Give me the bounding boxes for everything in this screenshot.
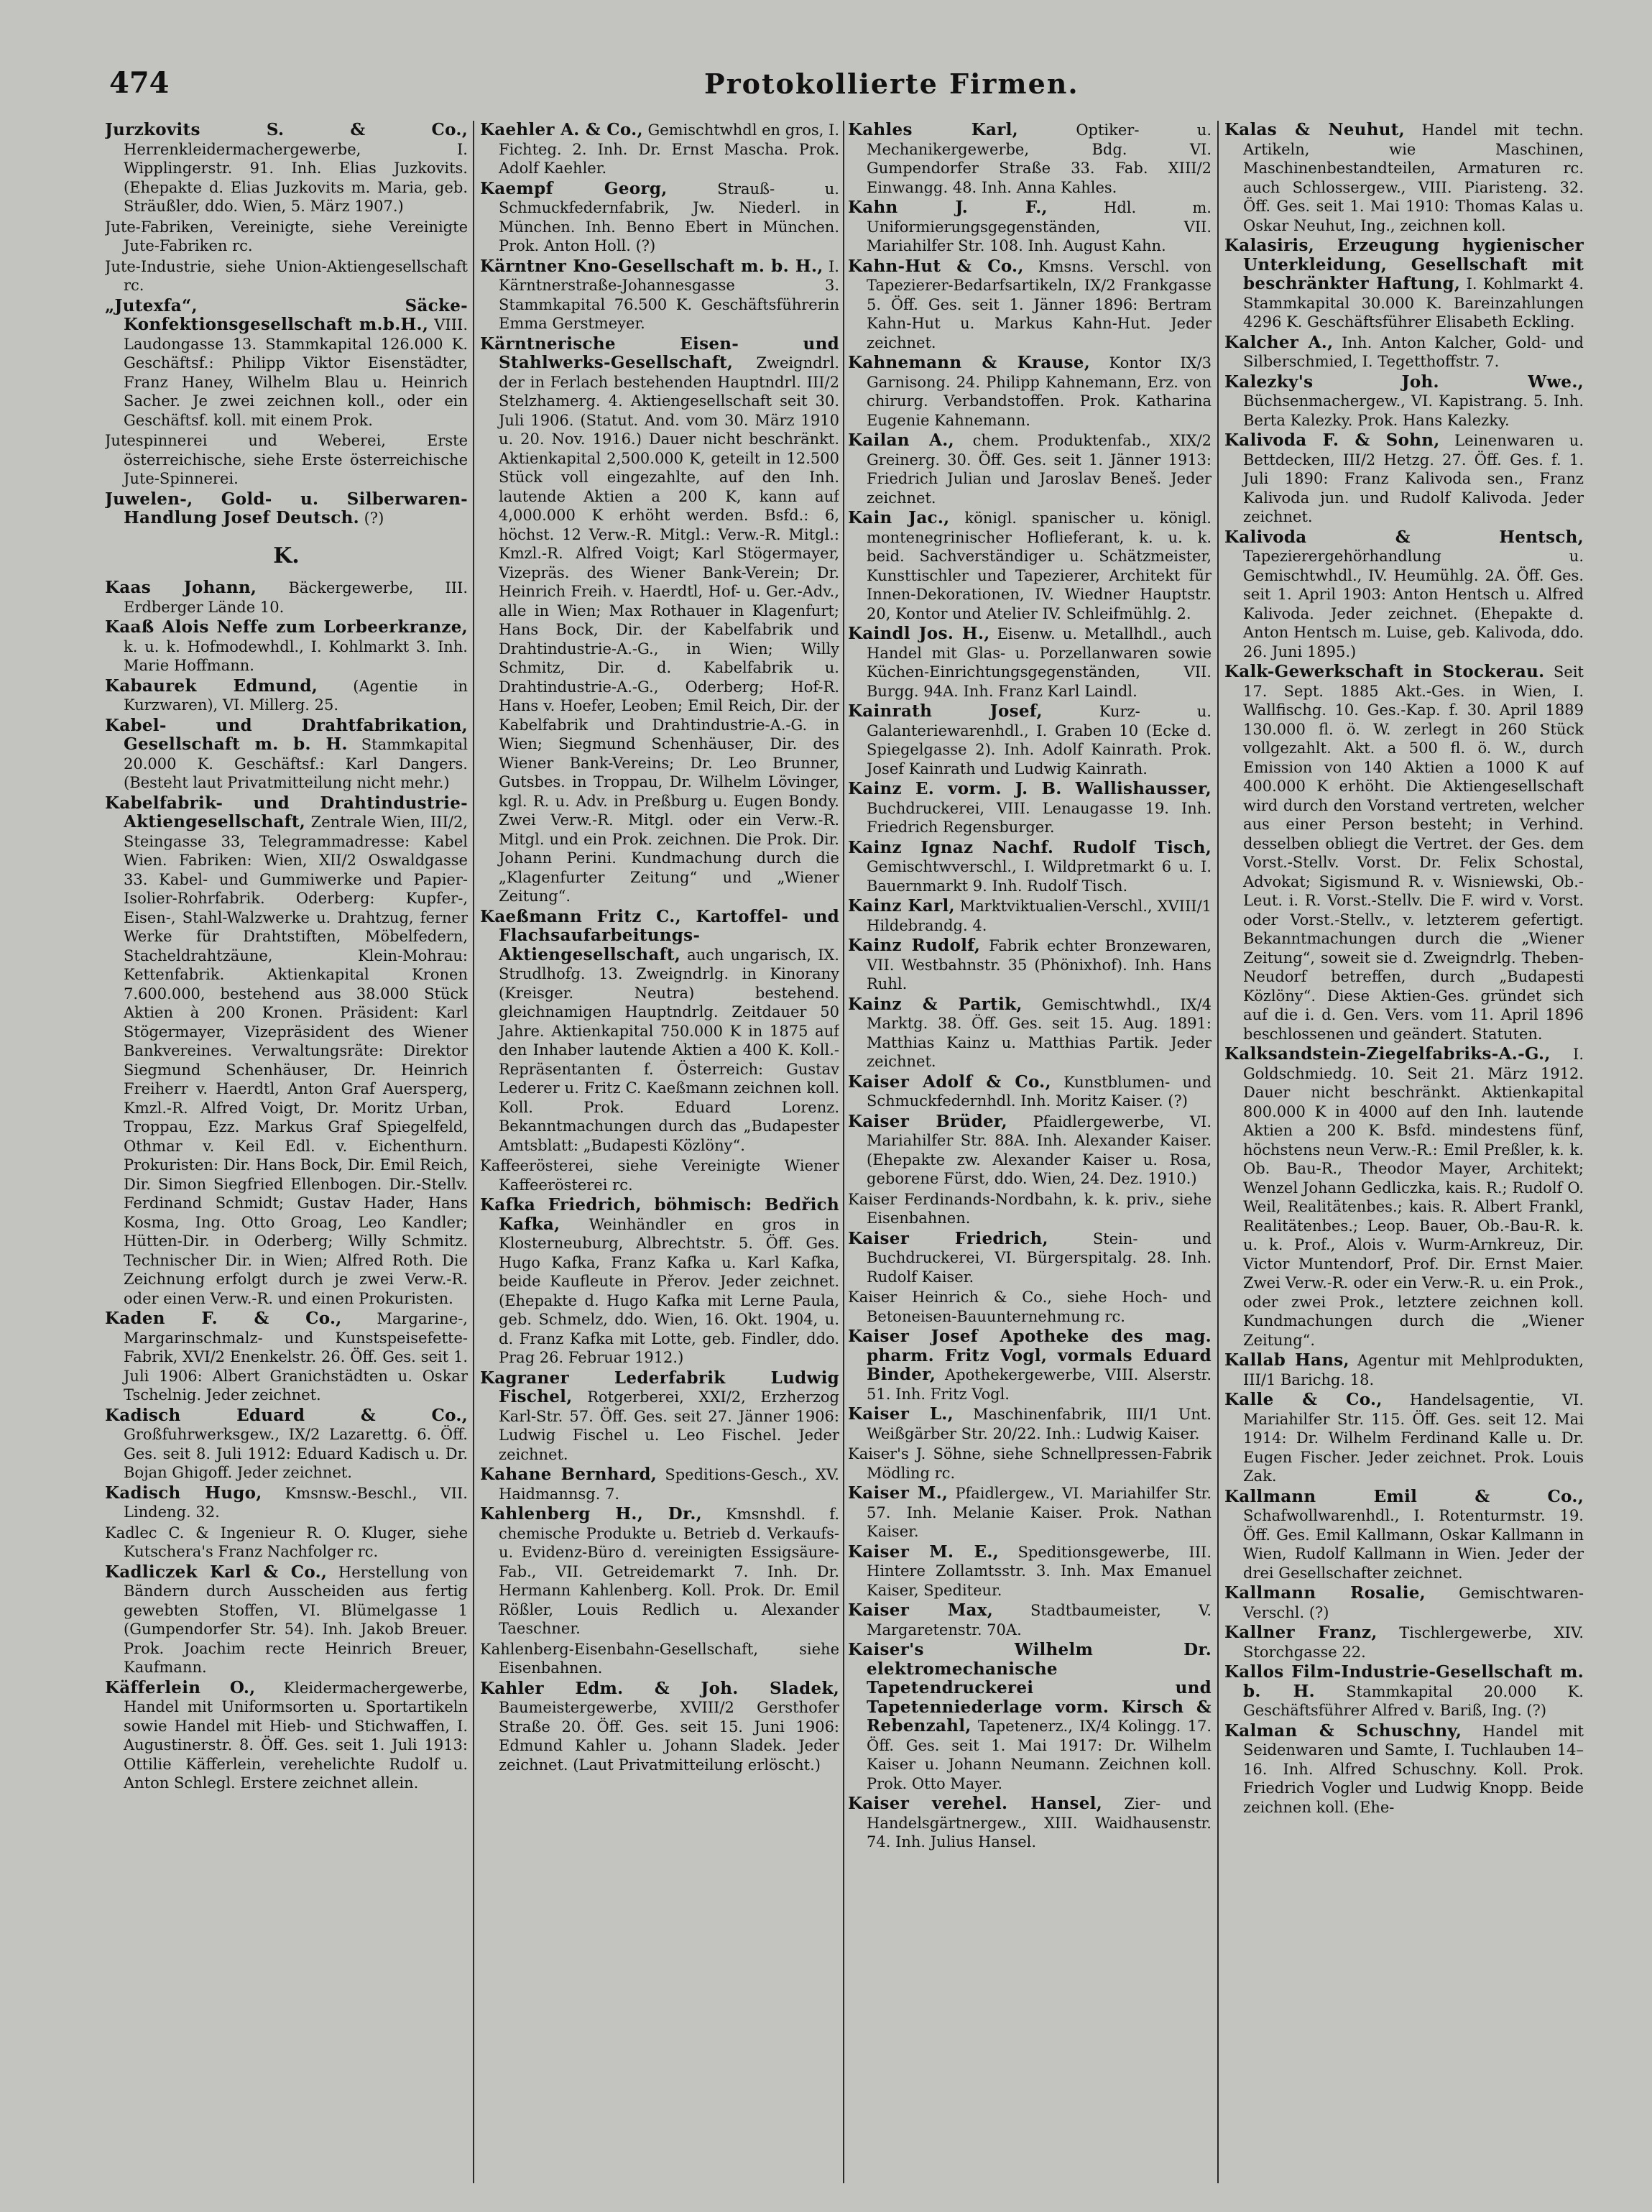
entry-details: Pfaidlergew., VI. Mariahilfer Str. 57. Inh. Melanie Kaiser. Prok. Nathan Kaiser. (867, 1485, 1212, 1540)
firm-name: Kabel- und Drahtfabrikation, Gesellschaft m. b. H. (105, 715, 468, 754)
directory-entry (848, 936, 1212, 994)
directory-entry (848, 198, 1212, 256)
entry-details: Kontor IX/3 Garnisong. 24. Philipp Kahnemann, Erz. von chirurg. Verbandstoffen. Prok. Katharina Eugenie Kahnemann. (867, 354, 1212, 429)
entry-details: Rotgerberei, XXI/2, Erzherzog Karl-Str. 57. Öff. Ges. seit 27. Jänner 1906: Ludwig Fischel u. Leo Fischel. Jeder zeichnet. (499, 1388, 839, 1463)
entry-details: Maschinenfabrik, III/1 Unt. Weißgärber Str. 20/22. Inh.: Ludwig Kaiser. (867, 1406, 1212, 1442)
firm-name: Kaindl Jos. H., (848, 624, 990, 643)
entry-details: Jute-Fabriken, Vereinigte, siehe Vereinigte Jute-Fabriken rc. (105, 218, 468, 254)
directory-entry (848, 1641, 1212, 1793)
directory-entry (105, 579, 468, 617)
directory-entry (105, 218, 468, 256)
firm-name: Kadliczek Karl & Co., (105, 1562, 328, 1582)
firm-name: Kaempf Georg, (480, 178, 668, 198)
entry-details: Marktviktualien-Verschl., XVIII/1 Hildebrandg. 4. (867, 898, 1212, 934)
firm-name: Kahane Bernhard, (480, 1465, 657, 1484)
entry-details: Herstellung von Bändern durch Ausscheiden aus fertig gewebten Stoffen, VI. Blümelgasse 1 (Gumpendorfer Str. 54). Inh. Jakob Breuer. Prok. Joachim recte Heinrich Breuer, Kaufmann. (124, 1563, 468, 1676)
directory-entry (848, 625, 1212, 701)
directory-entry (848, 780, 1212, 837)
firm-name: Jurzkovits S. & Co., (105, 121, 468, 139)
firm-name: Kaas Johann, (105, 578, 257, 597)
entry-details: VIII. Laudongasse 13. Stammkapital 126.000 K. Geschäftsf.: Philipp Viktor Eisenstädter, Franz Haney, Wilhelm Blau u. Heinrich Sacher. Je zwei zeichnen koll., oder ein Geschäftsf. koll. mit einem Prok. (124, 316, 468, 429)
entry-details: Apothekergewerbe, VIII. Alserstr. 51. Inh. Fritz Vogl. (867, 1366, 1212, 1403)
directory-entry (848, 1190, 1212, 1228)
entry-details: Gemischtwaren-Verschl. (?) (1243, 1585, 1584, 1621)
directory-entry (105, 1484, 468, 1522)
directory-entry (848, 121, 1212, 197)
entry-details: Handel mit Seidenwaren und Samte, I. Tuchlauben 14–16. Inh. Alfred Schuschny. Koll. Prok. Friedrich Vogler und Ludwig Knopp. Beide zeichnen koll. (Ehe- (1243, 1722, 1584, 1816)
directory-entry (848, 839, 1212, 896)
entry-details: Jute-Industrie, siehe Union-Aktiengesellschaft rc. (105, 257, 468, 294)
entry-details: Gemischtwhdl en gros, I. Fichteg. 2. Inh. Dr. Ernst Mascha. Prok. Adolf Kaehler. (499, 121, 839, 177)
entry-details: k. u. k. Hofmodewhdl., I. Kohlmarkt 3. Inh. Marie Hoffmann. (124, 637, 468, 674)
directory-entry (105, 121, 468, 216)
entry-details: Hdl. m. Uniformierungsgegenständen, VII. Mariahilfer Str. 108. Inh. August Kahn. (867, 199, 1212, 254)
page-header (0, 66, 1652, 116)
directory-entry (848, 354, 1212, 430)
firm-name: Kaiser Adolf & Co., (848, 1072, 1051, 1092)
directory-entry (848, 1601, 1212, 1639)
entry-details: Kmsnshdl. f. chemische Produkte u. Betrieb d. Verkaufs- u. Evidenz-Büro d. vereinigten Essigsäure-Fab., VII. Getreidemarkt 7. Inh. Dr. Hermann Kahlenberg. Koll. Prok. Dr. Emil Rößler, Louis Redlich u. Alexander Taeschner. (499, 1506, 839, 1637)
directory-entry (105, 490, 468, 528)
entry-details: Gemischtwverschl., I. Wildpretmarkt 6 u. I. Bauernmarkt 9. Inh. Rudolf Tisch. (867, 858, 1212, 895)
entry-details: Kurz- u. Galanteriewarenhdl., I. Graben 10 (Ecke d. Spiegelgasse 2). Inh. Adolf Kainrath. Prok. Josef Kainrath und Ludwig Kainrath. (867, 703, 1212, 778)
page-number: 474 (109, 66, 170, 100)
firm-name: Kainz Ignaz Nachf. Rudolf Tisch, (848, 837, 1212, 857)
entry-details: Kleidermachergewerbe, Handel mit Uniformsorten u. Sportartikeln sowie Handel mit Hieb- und Stichwaffen, I. Augustinerstr. 8. Öff. Ges. seit 1. Juli 1913: Ottilie Käfferlein, verehelichte Rudolf u. Anton Schlegl. Erstere zeichnet allein. (124, 1679, 468, 1792)
directory-entry (105, 431, 468, 489)
entry-details: (Agentie in Kurzwaren), VI. Millerg. 25. (124, 677, 468, 714)
directory-entry (848, 1230, 1212, 1287)
entry-details: chem. Produktenfab., XIX/2 Greinerg. 30. Öff. Ges. seit 1. Jänner 1913: Friedrich Julian und Jaroslav Beneš. Jeder zeichnet. (867, 432, 1212, 507)
firm-name: Kahler Edm. & Joh. Sladek, (480, 1678, 839, 1698)
firm-name: Kafka Friedrich, böhmisch: Bedřich Kafka, (480, 1195, 839, 1234)
firm-name: Kaiser Friedrich, (848, 1228, 1048, 1248)
firm-name: Kainz E. vorm. J. B. Wallishausser, (848, 779, 1212, 798)
firm-name: Kaiser Josef Apotheke des mag. pharm. Fritz Vogl, vormals Eduard Binder, (848, 1327, 1212, 1384)
firm-name: Kalk-Gewerkschaft in Stockerau. (1224, 662, 1545, 681)
entry-details: auch ungarisch, IX. Strudlhofg. 13. Zweigndrlg. in Kinorany (Kreisger. Neutra) bestehend. gleichnamigen Hauptndrlg. Zeitdauer 50 Jahre. Aktienkapital 750.000 K in 1875 auf den Inhaber lautende Aktien a 400 K. Koll.-Repräsentanten f. Österreich: Gustav Lederer u. Fritz C. Kaeßmann zeichnen koll. Koll. Prok. Eduard Lorenz. Bekanntmachungen durch das „Budapester Amtsblatt: „Budapesti Közlöny“. (499, 946, 839, 1154)
entry-details: Baumeistergewerbe, XVIII/2 Gersthofer Straße 20. Öff. Ges. seit 15. Juni 1906: Edmund Kahler u. Johann Sladek. Jeder zeichnet. (Laut Privatmitteilung erlöscht.) (499, 1699, 839, 1774)
firm-name: Kainz Karl, (848, 896, 955, 916)
firm-name: Kalle & Co., (1224, 1390, 1383, 1409)
directory-entry (848, 1794, 1212, 1852)
entry-details: Buchdruckerei, VIII. Lenaugasse 19. Inh. Friedrich Regensburger. (867, 799, 1212, 836)
directory-entry (848, 257, 1212, 353)
directory-entry (848, 1288, 1212, 1326)
column-3 (848, 121, 1212, 2190)
entry-details: Margarine-, Margarinschmalz- und Kunstspeisefette-Fabrik, XVI/2 Enenkelstr. 26. Öff. Ges. seit 1. Juli 1906: Albert Granichstädten u. Oskar Tschelnig. Jeder zeichnet. (124, 1310, 468, 1404)
entry-details: Tapezierergehörhandlung u. Gemischtwhdl., IV. Heumühlg. 2A. Öff. Ges. seit 1. April 1903: Anton Hentsch u. Alfred Kalivoda. Jeder zeichnet. (Ehepakte d. Anton Hentsch m. Luise, geb. Kalivoda, ddo. 26. Juni 1895.) (1243, 548, 1584, 660)
directory-entry (105, 297, 468, 430)
firm-name: Kainrath Josef, (848, 701, 1043, 721)
firm-name: Kalcher A., (1224, 332, 1334, 352)
firm-name: Kalivoda & Hentsch, (1224, 527, 1584, 547)
entry-details: Kmsnsw.-Beschl., VII. Lindeng. 32. (124, 1484, 468, 1521)
firm-name: Kärntner Kno-Gesellschaft m. b. H., (480, 256, 823, 276)
directory-entry (1224, 1623, 1584, 1662)
directory-entry (1224, 1391, 1584, 1486)
firm-name: Kahn J. F., (848, 198, 1048, 217)
directory-entry (848, 897, 1212, 935)
entry-details: Kmsns. Verschl. von Tapezierer-Bedarfsartikeln, IX/2 Frankgasse 5. Öff. Ges. seit 1. Jänner 1896: Bertram Kahn-Hut u. Markus Kahn-Hut. Jeder zeichnet. (867, 257, 1212, 351)
firm-name: Kaaß Alois Neffe zum Lorbeerkranze, (105, 617, 468, 637)
firm-name: Kainz Rudolf, (848, 936, 981, 955)
entry-details: Inh. Anton Kalcher, Gold- und Silberschmied, I. Tegetthoffstr. 7. (1243, 333, 1584, 370)
column-divider (473, 121, 474, 2183)
entry-details: Büchsenmachergew., VI. Kapistrang. 5. Inh. Berta Kalezky. Prok. Hans Kalezky. (1243, 392, 1584, 429)
entry-details: Kadlec C. & Ingenieur R. O. Kluger, siehe Kutschera's Franz Nachfolger rc. (105, 1524, 468, 1560)
directory-entry (105, 257, 468, 295)
directory-entry (848, 1405, 1212, 1443)
firm-name: Kadisch Hugo, (105, 1483, 262, 1503)
directory-entry (1224, 1351, 1584, 1389)
entry-details: Tischlergewerbe, XIV. Storchgasse 22. (1243, 1624, 1584, 1661)
directory-entry (1224, 121, 1584, 235)
entry-details: Handelsagentie, VI. Mariahilfer Str. 115. Öff. Ges. seit 12. Mai 1914: Dr. Wilhelm Ferdinand Kalle u. Dr. Eugen Fischer. Jeder zeichnet. Prok. Louis Zak. (1243, 1391, 1584, 1485)
entry-details: Kahlenberg-Eisenbahn-Gesellschaft, siehe Eisenbahnen. (480, 1640, 839, 1677)
entry-details: Fabrik echter Bronzewaren, VII. Westbahnstr. 35 (Phönixhof). Inh. Hans Ruhl. (867, 937, 1212, 992)
column-1 (105, 121, 468, 2190)
entry-details: Großfuhrwerksgew., IX/2 Lazarettg. 6. Öff. Ges. seit 8. Juli 1912: Eduard Kadisch u. Dr. Bojan Ghigoff. Jeder zeichnet. (124, 1426, 468, 1481)
directory-entry (105, 794, 468, 1309)
entry-details: Weinhändler en gros in Klosterneuburg, Albrechtstr. 5. Öff. Ges. Hugo Kafka, Franz Kafka u. Karl Kafka, beide Kaufleute in Přerov. Jeder zeichnet. (Ehepakte d. Hugo Kafka mit Lerne Paula, geb. Schmelz, ddo. Wien, 16. Okt. 1904, u. d. Franz Kafka mit Lotte, geb. Findler, ddo. Prag 26. Februar 1912.) (499, 1215, 839, 1366)
firm-name: Kaden F. & Co., (105, 1309, 342, 1328)
directory-entry (1224, 663, 1584, 1043)
firm-name: Kärntnerische Eisen- und Stahlwerks-Gesellschaft, (480, 333, 839, 372)
firm-name: Kahn-Hut & Co., (848, 256, 1024, 276)
entry-details: Agentur mit Mehlprodukten, III/1 Barichg. 18. (1243, 1352, 1584, 1388)
entry-details: königl. spanischer u. königl. montenegrinischer Hoflieferant, k. u. k. beid. Sachverständiger u. Schätzmeister, Kunsttischler und Tapezierer, Architekt für Innen-Dekorationen, IV. Wiedner Hauptstr. 20, Kontor und Atelier IV. Schleifmühlg. 2. (867, 510, 1212, 622)
firm-name: Kadisch Eduard & Co., (105, 1405, 468, 1425)
directory-entry (480, 180, 839, 256)
directory-entry (105, 618, 468, 676)
firm-name: Kahlenberg H., Dr., (480, 1504, 702, 1524)
firm-name: Kalas & Neuhut, (1224, 121, 1405, 139)
entry-details: Kaiser Ferdinands-Nordbahn, k. k. priv., siehe Eisenbahnen. (848, 1190, 1212, 1227)
entry-details: Jutespinnerei und Weberei, Erste österreichische, siehe Erste österreichische Jute-Spinnerei. (105, 432, 468, 487)
entry-details: Zentrale Wien, III/2, Steingasse 33, Telegrammadresse: Kabel Wien. Fabriken: Wien, XII/2 Oswaldgasse 33. Kabel- und Gummiwerke und Papier-Isolier-Rohrfabrik. Oderberg: Kupfer-, Eisen-, Stahl-Walzwerke u. Drahtzug, ferner Werke für Drahtstiften, Möbelfedern, Stacheldrahtzäune, Klein-Mohrau: Kettenfabrik. Aktienkapital Kronen 7.600.000, bestehend aus 38.000 Stück Aktien à 200 Kronen. Präsident: Karl Stögermayer, Vizepräsident des Wiener Bankvereines. Verwaltungsräte: Direktor Siegmund Schenhäuser, Dr. Heinrich Freiherr v. Haerdtl, Anton Graf Auersperg, Kmzl.-R. Alfred Voigt, Dr. Moritz Urban, Troppau, Ezz. Markus Graf Spiegelfeld, Othmar v. Keil Edl. v. Eichenthurn. Prokuristen: Dir. Hans Bock, Dir. Emil Reich, Dir. Simon Siegfried Ellenbogen. Dir.-Stellv. Ferdinand Schmidt; Gustav Hader, Hans Kosma, Ing. Otto Groag, Leo Kandler; Hütten-Dir. in Oderberg; Willy Schmitz. Technischer Dir. in Wien; Alfred Roth. Die Zeichnung erfolgt durch je zwei Verw.-R. oder einen Verw.-R. und einen Prokuristen. (124, 814, 468, 1307)
directory-entry (480, 1369, 839, 1465)
directory-entry (1224, 1584, 1584, 1622)
directory-entry (848, 431, 1212, 507)
directory-entry (480, 1156, 839, 1194)
directory-entry (480, 1196, 839, 1368)
firm-name: Kaiser L., (848, 1404, 954, 1424)
column-divider (843, 121, 844, 2183)
entry-details: Kaiser Heinrich & Co., siehe Hoch- und Betoneisen-Bauunternehmung rc. (848, 1289, 1212, 1325)
entry-details: Kaiser's J. Söhne, siehe Schnellpressen-Fabrik Mödling rc. (848, 1445, 1212, 1482)
directory-entry (105, 1679, 468, 1793)
firm-name: Kailan A., (848, 430, 954, 450)
entry-details: I. Goldschmiedg. 10. Seit 21. März 1912. Dauer nicht beschränkt. Aktienkapital 800.000 K in 4000 auf den Inh. lautende Aktien a 200 K. Bsfd. mindestens fünf, höchstens neun Verw.-R.: Emil Preßler, k. k. Ob. Bau-R., Theodor Mayer, Architekt; Wenzel Johann Gedliczka, kais. R.; Rudolf O. Weil, Realitätenbes.; kais. R. Albert Frankl, Realitätenbes.; Leop. Bauer, Ob.-Bau-R. k. u. k. Prof., Alois v. Wurm-Arnkreuz, Dir. Victor Muntendorf, Prof. Dir. Ernst Maier. Zwei Verw.-R. oder ein Verw.-R. u. ein Prok., oder zwei Prok., letztere zeichnen koll. Kundmachungen durch die „Wiener Zeitung“. (1243, 1046, 1584, 1349)
firm-name: Kallmann Emil & Co., (1224, 1486, 1584, 1506)
directory-entry (480, 257, 839, 333)
entry-details: Zier- und Handelsgärtnergew., XIII. Waidhausenstr. 74. Inh. Julius Hansel. (867, 1795, 1212, 1851)
firm-name: Kain Jac., (848, 508, 950, 527)
entry-details: Tapetenerz., IX/4 Kolingg. 17. Öff. Ges. seit 1. Mai 1917: Dr. Wilhelm Kaiser u. Johann Neumann. Zeichnen koll. Prok. Otto Mayer. (867, 1718, 1212, 1792)
entry-details: Strauß- u. Schmuckfedernfabrik, Jw. Niederl. in München. Inh. Benno Ebert in München. Prok. Anton Holl. (?) (499, 180, 839, 254)
directory-entry (848, 509, 1212, 623)
directory-entry (105, 1309, 468, 1405)
directory-entry (105, 1406, 468, 1483)
entry-details: Stein- und Buchdruckerei, VI. Bürgerspitalg. 28. Inh. Rudolf Kaiser. (867, 1230, 1212, 1286)
entry-details: Handel mit techn. Artikeln, wie Maschinen, Maschinenbestandteilen, Armaturen rc. auch Schlossergew., VIII. Piaristeng. 32. Öff. Ges. seit 1. Mai 1910: Thomas Kalas u. Oskar Neuhut, Ing., zeichnen koll. (1243, 121, 1584, 234)
entry-details: Stammkapital 20.000 K. Geschäftsf.: Karl Dangers. (Besteht laut Privatmitteilung nicht mehr.) (124, 736, 468, 791)
firm-name: Kalasiris, Erzeugung hygienischer Unterkleidung, Gesellschaft mit beschränkter Haftung, (1224, 236, 1584, 293)
entry-details: Schafwollwarenhdl., I. Rotenturmstr. 19. Öff. Ges. Emil Kallmann, Oskar Kallmann in Wien, Rudolf Kallmann in Wien. Jeder der drei Gesellschafter zeichnet. (1243, 1507, 1584, 1582)
column-divider (1217, 121, 1219, 2183)
firm-name: Kallos Film-Industrie-Gesellschaft m. b. H. (1224, 1662, 1584, 1701)
firm-name: Kagraner Lederfabrik Ludwig Fischel, (480, 1368, 839, 1406)
directory-entry (1224, 333, 1584, 372)
column-2 (480, 121, 839, 2190)
firm-name: Kalman & Schuschny, (1224, 1720, 1462, 1741)
entry-details: Bäckergewerbe, III. Erdberger Lände 10. (124, 579, 468, 616)
entry-details: Optiker- u. Mechanikergewerbe, Bdg. VI. Gumpendorfer Straße 33. Fab. XIII/2 Einwangg. 48. Inh. Anna Kahles. (867, 121, 1212, 196)
directory-entry (480, 1505, 839, 1639)
directory-entry (105, 1524, 468, 1562)
firm-name: Käfferlein O., (105, 1677, 256, 1697)
firm-name: Kaiser M. E., (848, 1542, 999, 1562)
directory-entry (848, 1484, 1212, 1542)
firm-name: Kahles Karl, (848, 121, 1018, 139)
firm-name: Kaehler A. & Co., (480, 121, 643, 139)
entry-details: Speditions-Gesch., XV. Haidmannsg. 7. (499, 1466, 839, 1503)
firm-name: Kallab Hans, (1224, 1350, 1349, 1370)
directory-entry (480, 1640, 839, 1678)
firm-name: Kaiser verehel. Hansel, (848, 1794, 1103, 1813)
entry-details: Kunstblumen- und Schmuckfedernhdl. Inh. Moritz Kaiser. (?) (867, 1073, 1212, 1110)
directory-entry (1224, 1722, 1584, 1817)
firm-name: Kallner Franz, (1224, 1623, 1378, 1642)
column-4 (1224, 121, 1584, 2190)
directory-entry (480, 121, 839, 178)
firm-name: Kahnemann & Krause, (848, 353, 1090, 372)
directory-entry (1224, 373, 1584, 430)
firm-name: Kalivoda F. & Sohn, (1224, 430, 1440, 450)
firm-name: Kainz & Partik, (848, 994, 1023, 1014)
directory-entry (480, 908, 839, 1156)
entry-details: Stammkapital 20.000 K. Geschäftsführer Alfred v. Bariß, Ing. (?) (1243, 1682, 1584, 1719)
directory-entry (105, 716, 468, 793)
directory-entry (1224, 1488, 1584, 1583)
directory-entry (848, 702, 1212, 778)
entry-details: Stadtbaumeister, V. Margaretenstr. 70A. (867, 1602, 1212, 1639)
entry-details: Seit 17. Sept. 1885 Akt.-Ges. in Wien, I. Wallfischg. 10. Ges.-Kap. f. 30. April 1889 130.000 fl. ö. W. zerlegt in 260 Stück vollgezahlt. Akt. a 500 fl. ö. W., durch Emission von 140 Aktien a 1000 K auf 400.000 K erhöht. Die Aktiengesellschaft wird durch den Vorstand vertreten, welcher aus einer Person besteht; in Verhind. desselben obliegt die Vertret. der Ges. dem Vorst.-Stellv. Vorst. Dr. Felix Schostal, Advokat; Sigismund R. v. Wisniewski, Ob.-Leut. i. R. Vorst.-Stellv. Die F. wird v. Vorst. oder Vorst.-Stellv., v. letzterem gefertigt. Bekanntmachungen durch die „Wiener Zeitung“, soweit sie d. Zweigndrlg. Theben-Neudorf betreffen, durch „Budapesti Közlöny“. Diese Aktien-Ges. gründet sich auf die i. d. Gen. Vers. vom 11. April 1896 beschlossenen und geändert. Statuten. (1243, 663, 1584, 1043)
firm-name: Kaiser Max, (848, 1600, 994, 1620)
entry-details: (?) (359, 510, 384, 527)
firm-name: Kabelfabrik- und Drahtindustrie-Aktiengesellschaft, (105, 793, 468, 831)
firm-name: Kaiser M., (848, 1483, 949, 1503)
page-title: Protokollierte Firmen. (704, 68, 1079, 100)
directory-entry (848, 1073, 1212, 1111)
firm-name: „Jutexfa“, Säcke-Konfektionsgesellschaft m.b.H., (105, 295, 468, 334)
firm-name: Kalezky's Joh. Wwe., (1224, 372, 1584, 392)
entry-details: I. Kohlmarkt 4. Stammkapital 30.000 K. Bareinzahlungen 4296 K. Geschäftsführer Elisabeth Eckling. (1243, 275, 1584, 331)
directory-entry (105, 1563, 468, 1677)
directory-entry (1224, 1663, 1584, 1720)
firm-name: Kaiser's Wilhelm Dr. elektromechanische Tapetendruckerei und Tapetenniederlage vorm. Kirsch & Rebenzahl, (848, 1640, 1212, 1736)
entry-details: Speditionsgewerbe, III. Hintere Zollamtsstr. 3. Inh. Max Emanuel Kaiser, Spediteur. (867, 1543, 1212, 1599)
entry-details: Gemischtwhdl., IX/4 Marktg. 38. Öff. Ges. seit 15. Aug. 1891: Matthias Kainz u. Matthias Partik. Jeder zeichnet. (867, 995, 1212, 1070)
entry-details: Herrenkleidermachergewerbe, I. Wipplingerstr. 91. Inh. Elias Juzkovits. (Ehepakte d. Elias Juzkovits m. Maria, geb. Sträußler, ddo. Wien, 5. März 1907.) (124, 140, 468, 215)
entry-details: Zweigndrl. der in Ferlach bestehenden Hauptndrl. III/2 Stelzhamerg. 4. Aktiengesellschaft seit 30. Juli 1906. (Statut. And. vom 30. März 1910 u. 20. Nov. 1916.) Dauer nicht beschränkt. Aktienkapital 2,500.000 K, geteilt in 12.500 Stück voll eingezahlte, auf den Inh. lautende Aktien a 200 K, kann auf 4,000.000 K erhöht werden. Bsfd.: 6, höchst. 12 Verw.-R. Mitgl.: Verw.-R. Mitgl.: Kmzl.-R. Alfred Voigt; Karl Stögermayer, Vizepräs. des Wiener Bank-Verein; Dr. Heinrich Freih. v. Haerdtl, Hof- u. Ger.-Adv., alle in Wien; Max Rothauer in Klagenfurt; Hans Bock, Dir. der Kabelfabrik und Drahtindustrie-A.-G., in Wien; Willy Schmitz, Dir. d. Kabelfabrik u. Drahtindustrie-A.-G., Oderberg; Hof-R. Hans v. Hoefer, Leoben; Emil Reich, Dir. der Kabelfabrik und Drahtindustrie-A.-G. in Wien; Siegmund Schenhäuser, Dir. des Wiener Bank-Vereins; Dr. Leo Brunner, Gutsbes. in Troppau, Dr. Wilhelm Lövinger, kgl. R. u. Adv. in Preßburg u. Eugen Bondy. Zwei Verw.-R. Mitgl. oder ein Verw.-R. Mitgl. und ein Prok. zeichnen. Die Prok. Dir. Johann Perini. Kundmachung durch die „Klagenfurter Zeitung“ und „Wiener Zeitung“. (499, 354, 839, 905)
entry-details: Eisenw. u. Metallhdl., auch Handel mit Glas- u. Porzellanwaren sowie Küchen-Einrichtungsgegenständen, VII. Burgg. 94A. Inh. Franz Karl Laindl. (867, 625, 1212, 700)
directory-entry (1224, 1045, 1584, 1350)
directory-entry (848, 1112, 1212, 1189)
firm-name: Kaiser Brüder, (848, 1111, 1007, 1131)
directory-entry (848, 1543, 1212, 1600)
directory-entry (848, 1327, 1212, 1404)
directory-entry (848, 995, 1212, 1072)
firm-name: Kalksandstein-Ziegelfabriks-A.-G., (1224, 1044, 1551, 1064)
directory-entry (480, 1465, 839, 1503)
directory-entry (1224, 431, 1584, 527)
entry-details: Leinenwaren u. Bettdecken, III/2 Hetzg. 27. Öff. Ges. f. 1. Juli 1890: Franz Kalivoda sen., Franz Kalivoda jun. und Rudolf Kalivoda. Jeder zeichnet. (1243, 432, 1584, 525)
directory-entry (480, 335, 839, 906)
entry-details: Pfaidlergewerbe, VI. Mariahilfer Str. 88A. Inh. Alexander Kaiser. (Ehepakte zw. Alexander Kaiser u. Rosa, geborene Fürst, ddo. Wien, 24. Dez. 1910.) (867, 1112, 1212, 1187)
firm-name: Kaeßmann Fritz C., Kartoffel- und Flachsaufarbeitungs-Aktiengesellschaft, (480, 906, 839, 964)
firm-name: Kabaurek Edmund, (105, 676, 318, 696)
directory-entry (105, 677, 468, 715)
firm-name: Kallmann Rosalie, (1224, 1583, 1426, 1603)
section-letter: K. (273, 543, 300, 568)
directory-entry (1224, 528, 1584, 662)
directory-entry (480, 1679, 839, 1775)
entry-details: I. Kärntnerstraße-Johannesgasse 3. Stammkapital 76.500 K. Geschäftsführerin Emma Gerstmeyer. (499, 257, 839, 332)
firm-name: Juwelen-, Gold- u. Silberwaren-Handlung Josef Deutsch. (105, 489, 468, 527)
directory-entry (1224, 236, 1584, 332)
directory-entry (848, 1444, 1212, 1483)
entry-details: Kaffeerösterei, siehe Vereinigte Wiener Kaffeerösterei rc. (480, 1157, 839, 1194)
